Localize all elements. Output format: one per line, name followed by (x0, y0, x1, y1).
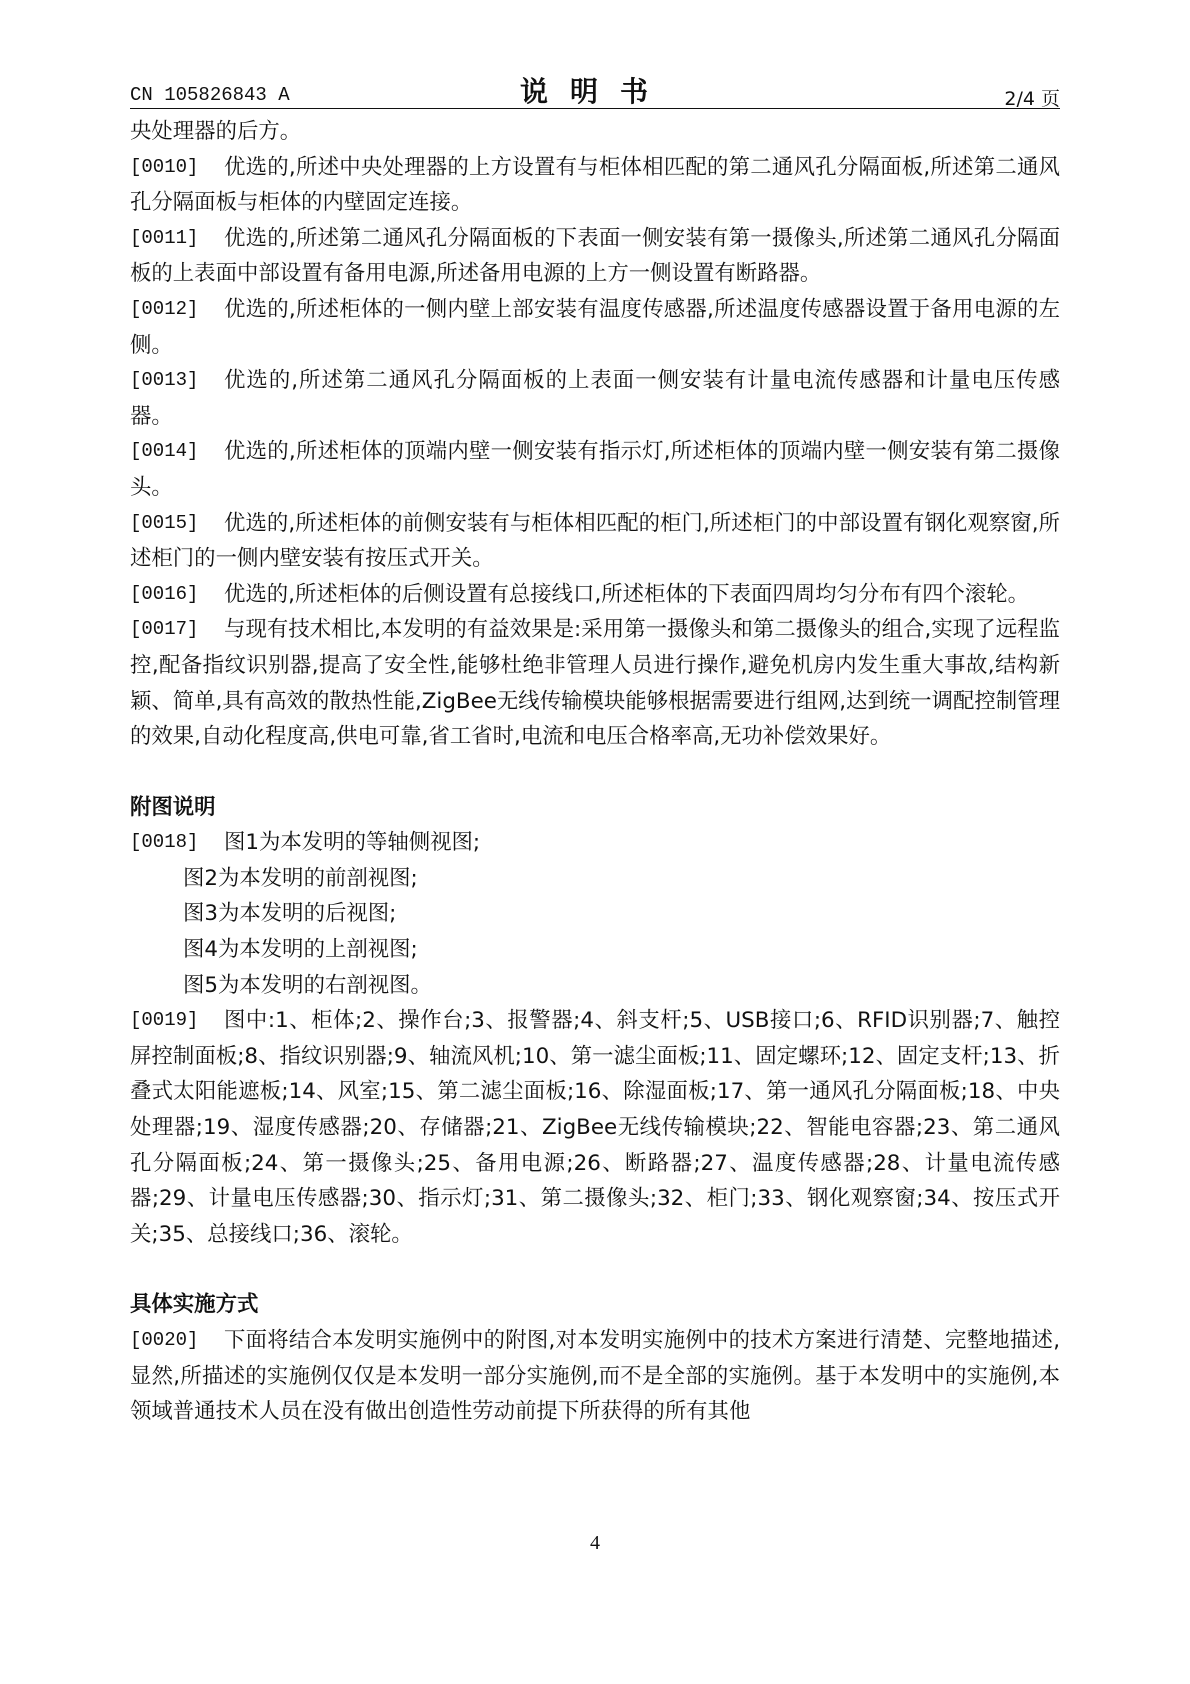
figure-caption: 图3为本发明的后视图; (183, 901, 397, 927)
paragraph-number: [0020] (130, 1329, 199, 1351)
paragraph-text: 优选的,所述中央处理器的上方设置有与柜体相匹配的第二通风孔分隔面板,所述第二通风孔分隔面板与柜体的内壁固定连接。 (130, 154, 1060, 216)
paragraph-text: 优选的,所述第二通风孔分隔面板的下表面一侧安装有第一摄像头,所述第二通风孔分隔面板的上表面中部设置有备用电源,所述备用电源的上方一侧设置有断路器。 (130, 225, 1060, 287)
paragraph-text: 优选的,所述第二通风孔分隔面板的上表面一侧安装有计量电流传感器和计量电压传感器。 (130, 368, 1060, 429)
paragraph-text: 优选的,所述柜体的顶端内壁一侧安装有指示灯,所述柜体的顶端内壁一侧安装有第二摄像头。 (130, 439, 1060, 500)
paragraph-0014 (130, 434, 1060, 505)
paragraph-text: 优选的,所述柜体的前侧安装有与柜体相匹配的柜门,所述柜门的中部设置有钢化观察窗,所述柜门的一侧内壁安装有按压式开关。 (130, 510, 1060, 572)
section-spacer (130, 1252, 1060, 1287)
paragraph-0017 (130, 612, 1060, 754)
paragraph-number: [0019] (130, 1009, 199, 1032)
page-number: 4 (590, 1532, 600, 1554)
paragraph-0020 (130, 1323, 1060, 1430)
section-heading-embodiment: 具体实施方式 (130, 1292, 259, 1318)
paragraph-number: [0015] (130, 511, 199, 534)
paragraph-number: [0014] (130, 440, 199, 463)
paragraph-0010 (130, 150, 1060, 221)
header-divider (130, 108, 1060, 109)
paragraph-0015 (130, 506, 1060, 577)
paragraph-0018 (130, 825, 1060, 861)
paragraph-lead (130, 114, 1060, 150)
patent-number: CN 105826843 A (130, 84, 290, 106)
page-indicator: 2/4 页 (1004, 88, 1060, 110)
paragraph-number: [0013] (130, 369, 199, 392)
section-heading-figures: 附图说明 (130, 794, 216, 820)
page-header (130, 70, 1060, 110)
paragraph-0016 (130, 577, 1060, 613)
paragraph-text: 优选的,所述柜体的后侧设置有总接线口,所述柜体的下表面四周均匀分布有四个滚轮。 (224, 581, 1030, 607)
paragraph-0011 (130, 221, 1060, 292)
paragraph-number: [0011] (130, 226, 199, 249)
paragraph-number: [0018] (130, 831, 199, 854)
paragraph-number: [0010] (130, 155, 199, 178)
paragraph-text: 与现有技术相比,本发明的有益效果是:采用第一摄像头和第二摄像头的组合,实现了远程监控,配备指纹识别器,提高了安全性,能够杜绝非管理人员进行操作,避免机房内发生重大事故,结构新颖、简单,具有高效的散热性能,ZigBee无线传输模块能够根据需要进行组网,达到统一调配控制管理的效果,自动化程度高,供电可靠,省工省时,电流和电压合格率高,无功补偿效果好。 (130, 617, 1060, 750)
paragraph-number: [0017] (130, 618, 199, 641)
paragraph-0013 (130, 363, 1060, 434)
document-body (130, 114, 1060, 1430)
section-spacer (130, 755, 1060, 790)
paragraph-text: 央处理器的后方。 (130, 119, 302, 144)
document-title: 说明书 (519, 75, 670, 108)
paragraph-number: [0016] (130, 582, 199, 605)
paragraph-text: 图1为本发明的等轴侧视图; (224, 830, 481, 856)
figure-caption: 图4为本发明的上剖视图; (183, 937, 418, 963)
paragraph-0012 (130, 292, 1060, 363)
paragraph-0019 (130, 1003, 1060, 1252)
paragraph-number: [0012] (130, 297, 199, 320)
paragraph-text: 图中:1、柜体;2、操作台;3、报警器;4、斜支杆;5、USB接口;6、RFID识别器;7、触控屏控制面板;8、指纹识别器;9、轴流风机;10、第一滤尘面板;11、固定螺环;12、固定支杆;13、折叠式太阳能遮板;14、风室;15、第二滤尘面板;16、除湿面板;17、第一通风孔分隔面板;18、中央处理器;19、湿度传感器;20、存储器;21、ZigBee无线传输模块;22、智能电容器;23、第二通风孔分隔面板;24、第一摄像头;25、备用电源;26、断路器;27、温度传感器;28、计量电流传感器;29、计量电压传感器;30、指示灯;31、第二摄像头;32、柜门;33、钢化观察窗;34、按压式开关;35、总接线口;36、滚轮。 (130, 1008, 1060, 1247)
paragraph-text: 下面将结合本发明实施例中的附图,对本发明实施例中的技术方案进行清楚、完整地描述,显然,所描述的实施例仅仅是本发明一部分实施例,而不是全部的实施例。基于本发明中的实施例,本领域普通技术人员在没有做出创造性劳动前提下所获得的所有其他 (130, 1328, 1060, 1425)
figure-caption: 图5为本发明的右剖视图。 (183, 972, 432, 998)
figure-caption: 图2为本发明的前剖视图; (183, 865, 418, 891)
paragraph-text: 优选的,所述柜体的一侧内壁上部安装有温度传感器,所述温度传感器设置于备用电源的左侧。 (130, 296, 1060, 358)
